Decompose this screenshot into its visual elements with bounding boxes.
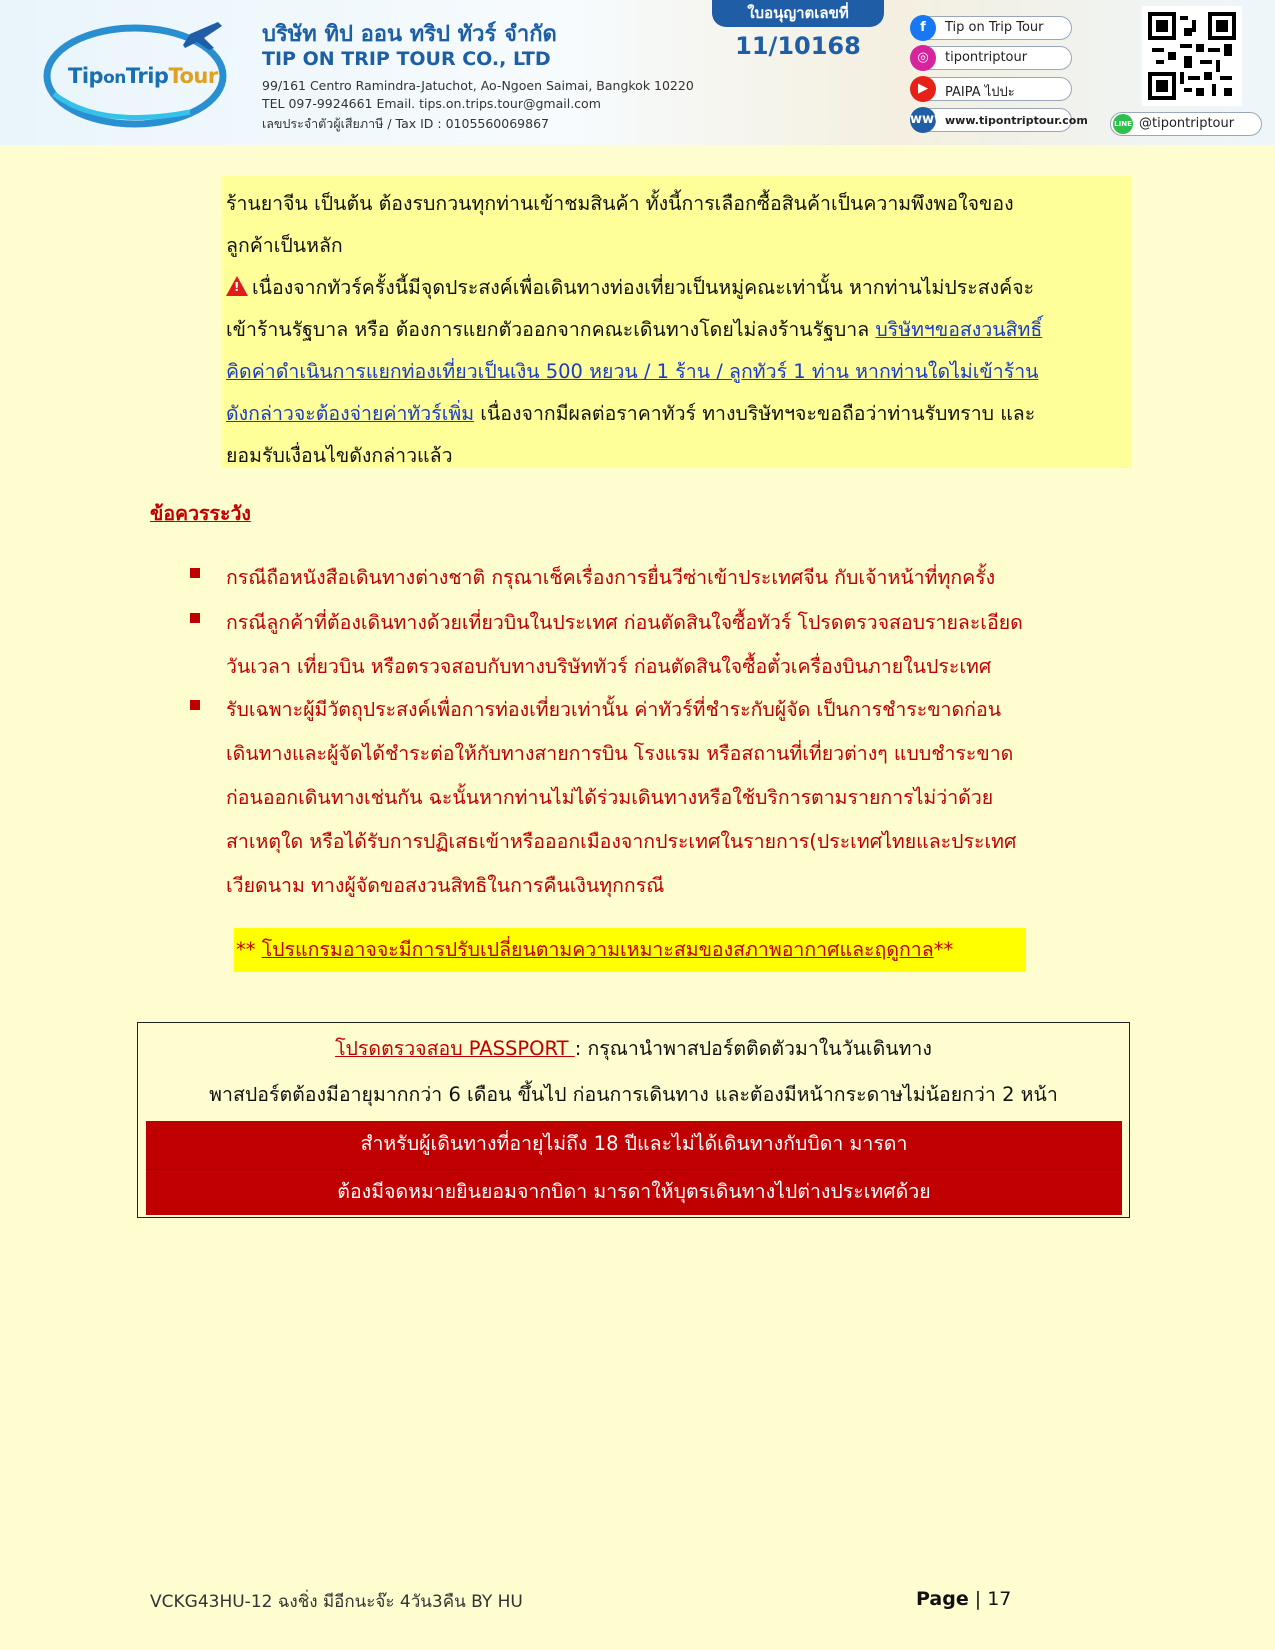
warning-icon [226,276,248,296]
facebook-label: Tip on Trip Tour [945,20,1044,35]
passport-validity: พาสปอร์ตต้องมีอายุมากกว่า 6 เดือน ขึ้นไป ก่อนการเดินทาง และต้องมีหน้ากระดาษไม่น้อยกว่า 2 หน้า [209,1083,1058,1106]
page-separator: | [968,1588,988,1610]
caution-item-2-line-1: กรณีลูกค้าที่ต้องเดินทางด้วยเที่ยวบินในประเทศ ก่อนตัดสินใจซื้อทัวร์ โปรดตรวจสอบรายละเอียด [226,611,1023,634]
youtube-label: PAIPA ไปปะ [945,85,1015,100]
minor-travel-notice: สำหรับผู้เดินทางที่อายุไม่ถึง 18 ปีและไม่ได้เดินทางกับบิดา มารดา [146,1121,1122,1169]
license-number: 11/10168 [735,32,861,60]
fee-condition-link-3: ดังกล่าวจะต้องจ่ายค่าทัวร์เพิ่ม [226,402,475,425]
youtube-link[interactable] [912,77,1072,101]
bullet-icon [190,613,200,623]
line-link[interactable] [1110,112,1262,136]
instagram-icon: ◎ [910,45,936,71]
website-label: www.tipontriptour.com [945,114,1088,127]
fee-condition-link-1: บริษัทฯขอสงวนสิทธิ์ [875,318,1043,341]
note-prefix: ** [236,938,262,961]
passport-notice-box [137,1022,1130,1218]
license-badge [712,0,884,70]
intro-line-4-text: เข้าร้านรัฐบาล หรือ ต้องการแยกตัวออกจากคณะเดินทางโดยไม่ลงร้านรัฐบาล [226,318,876,341]
caution-item-3-line-5: เวียดนาม ทางผู้จัดขอสงวนสิทธิในการคืนเงินทุกกรณี [226,874,665,897]
qr-code [1142,6,1242,106]
fee-condition-link-2: คิดค่าดำเนินการแยกท่องเที่ยวเป็นเงิน 500 หยวน / 1 ร้าน / ลูกทัวร์ 1 ท่าน หากท่านใดไม่เข้าร้าน [226,360,1039,383]
company-tax-id: เลขประจำตัวผู้เสียภาษี / Tax ID : 0105560069867 [262,116,549,131]
intro-line-3 [226,272,1034,303]
logo-wordmark: TiponTripTour [68,64,218,88]
page-no: 17 [987,1588,1012,1610]
caution-item-3-line-3: ก่อนออกเดินทางเช่นกัน ฉะนั้นหากท่านไม่ได้ร่วมเดินทางหรือใช้บริการตามรายการไม่ว่าด้วย [226,786,994,809]
intro-line-4 [226,314,1042,345]
company-logo [40,14,245,132]
intro-line-3-text: เนื่องจากทัวร์ครั้งนี้มีจุดประสงค์เพื่อเดินทางท่องเที่ยวเป็นหมู่คณะเท่านั้น หากท่านไม่ประสงค์จะ [252,276,1035,299]
passport-title: โปรดตรวจสอบ PASSPORT [335,1037,575,1060]
passport-title-row [138,1033,1129,1064]
note-suffix: ** [933,938,954,961]
passport-title-rest: : กรุณานำพาสปอร์ตติดตัวมาในวันเดินทาง [574,1037,932,1060]
company-contact: TEL 097-9924661 Email. tips.on.trips.tour@gmail.com [262,96,601,111]
caution-item-3-line-4: สาเหตุใด หรือได้รับการปฏิเสธเข้าหรือออกเมืองจากประเทศในรายการ(ประเทศไทยและประเทศ [226,830,1017,853]
caution-item-3-line-2: เดินทางและผู้จัดได้ชำระต่อให้กับทางสายการบิน โรงแรม หรือสถานที่เที่ยวต่างๆ แบบชำระขาด [226,742,1014,765]
program-code: VCKG43HU-12 ฉงชิ่ง มีอีกนะจ๊ะ 4วัน3คืน BY HU [150,1592,523,1612]
instagram-link[interactable] [912,46,1072,70]
website-link[interactable] [910,108,1088,132]
intro-line-7: ยอมรับเงื่อนไขดังกล่าวแล้ว [226,444,453,467]
parental-consent-notice: ต้องมีจดหมายยินยอมจากบิดา มารดาให้บุตรเดินทางไปต่างประเทศด้วย [146,1169,1122,1215]
note-text: โปรแกรมอาจจะมีการปรับเปลี่ยนตามความเหมาะสมของสภาพอากาศและฤดูกาล [261,938,934,961]
intro-line-1: ร้านยาจีน เป็นต้น ต้องรบกวนทุกท่านเข้าชมสินค้า ทั้งนี้การเลือกซื้อสินค้าเป็นความพึงพอใจของ [226,192,1014,215]
web-icon: www [910,107,936,133]
caution-item-1: กรณีถือหนังสือเดินทางต่างชาติ กรุณาเช็คเรื่องการยื่นวีซ่าเข้าประเทศจีน กับเจ้าหน้าที่ทุกครั้ง [226,566,996,589]
letterhead [0,0,1275,145]
intro-line-2: ลูกค้าเป็นหลัก [226,234,343,257]
bullet-icon [190,700,200,710]
line-label: @tipontriptour [1139,116,1235,131]
caution-item-3-line-1: รับเฉพาะผู้มีวัตถุประสงค์เพื่อการท่องเที่ยวเท่านั้น ค่าทัวร์ที่ชำระกับผู้จัด เป็นการชำระขาดก่อน [226,698,1002,721]
company-address: 99/161 Centro Ramindra-Jatuchot, Ao-Ngoen Saimai, Bangkok 10220 [262,78,694,93]
qr-code-icon [1148,12,1236,100]
company-name-english: TIP ON TRIP TOUR CO., LTD [262,48,551,70]
caution-item-2-line-2: วันเวลา เที่ยวบิน หรือตรวจสอบกับทางบริษัททัวร์ ก่อนตัดสินใจซื้อตั๋วเครื่องบินภายในประเทศ [226,655,992,678]
line-icon: LINE [1113,114,1133,134]
page-label: Page [916,1588,969,1610]
program-change-note [234,928,1026,972]
caution-heading: ข้อควรระวัง [150,502,251,525]
instagram-label: tipontriptour [945,50,1028,65]
license-title: ใบอนุญาตเลขที่ [712,0,884,27]
facebook-icon: f [910,15,936,41]
youtube-icon: ▶ [910,76,936,102]
intro-line-6 [226,398,1035,429]
page-number [916,1588,1011,1610]
bullet-icon [190,568,200,578]
facebook-link[interactable] [912,16,1072,40]
company-name-thai: บริษัท ทิป ออน ทริป ทัวร์ จำกัด [262,22,557,47]
intro-line-6-text: เนื่องจากมีผลต่อราคาทัวร์ ทางบริษัทฯจะขอถือว่าท่านรับทราบ และ [474,402,1036,425]
